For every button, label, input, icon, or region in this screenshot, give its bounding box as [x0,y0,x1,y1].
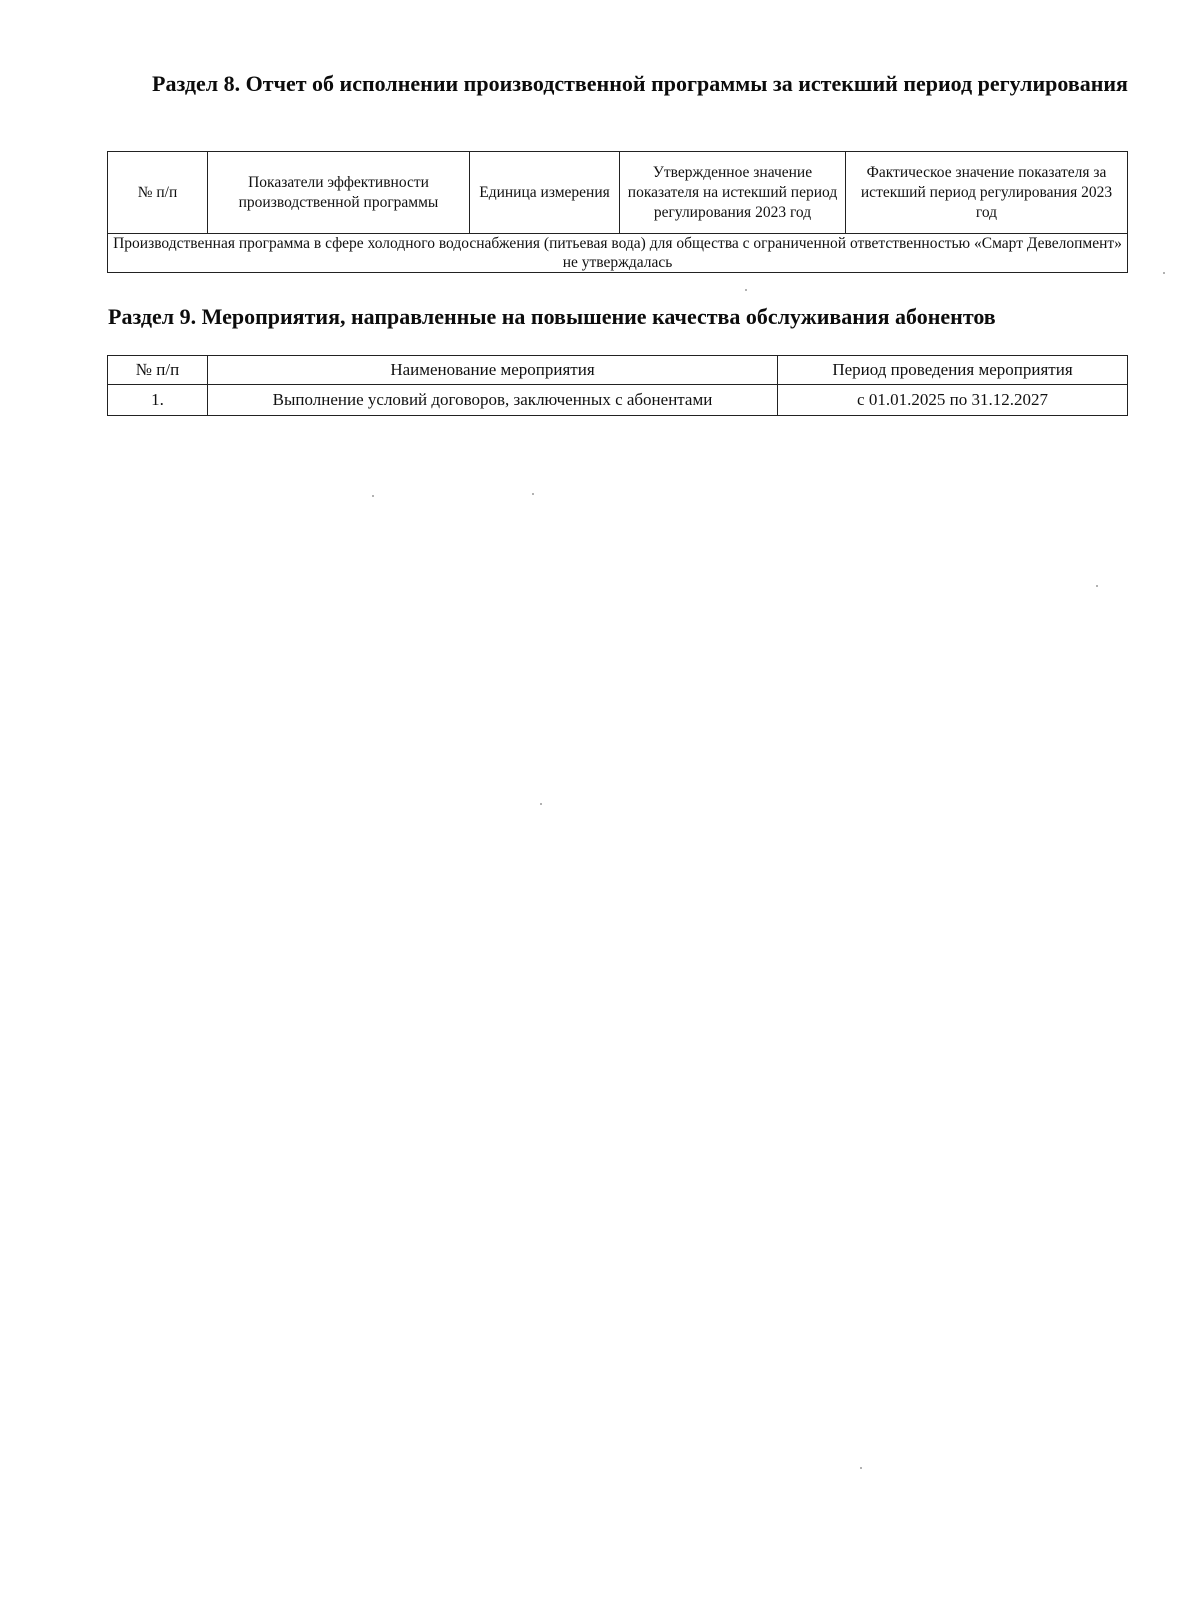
scan-speck [540,803,542,805]
header-measure-name: Наименование мероприятия [208,356,778,385]
scan-speck [1096,585,1098,587]
header-actual-value: Фактическое значение показателя за истекший период регулирования 2023 год [846,152,1128,234]
section-9-title: Раздел 9. Мероприятия, направленные на повышение качества обслуживания абонентов [108,304,996,329]
service-quality-measures-table [107,355,1128,416]
scan-speck [532,493,534,495]
header-measure-period: Период проведения мероприятия [778,356,1128,385]
table-row [108,234,1128,273]
production-program-report-table [107,151,1128,273]
program-not-approved-note: Производственная программа в сфере холодного водоснабжения (питьевая вода) для общества с ограниченной ответственностью «Смарт Девелопмент» не утверждалась [108,234,1128,273]
table-header-row [108,356,1128,385]
header-number: № п/п [108,356,208,385]
scan-speck [1163,272,1165,274]
scan-speck [372,495,374,497]
scan-speck [745,289,747,291]
section-8-title: Раздел 8. Отчет об исполнении производственной программы за истекший период регулирования [152,71,1128,96]
table-header-row [108,152,1128,234]
measure-period: с 01.01.2025 по 31.12.2027 [778,385,1128,416]
scan-speck [860,1467,862,1469]
row-number: 1. [108,385,208,416]
header-indicators: Показатели эффективности производственной программы [208,152,470,234]
table-row [108,385,1128,416]
header-approved-value: Утвержденное значение показателя на истекший период регулирования 2023 год [620,152,846,234]
measure-name: Выполнение условий договоров, заключенных с абонентами [208,385,778,416]
header-number: № п/п [108,152,208,234]
header-unit: Единица измерения [470,152,620,234]
